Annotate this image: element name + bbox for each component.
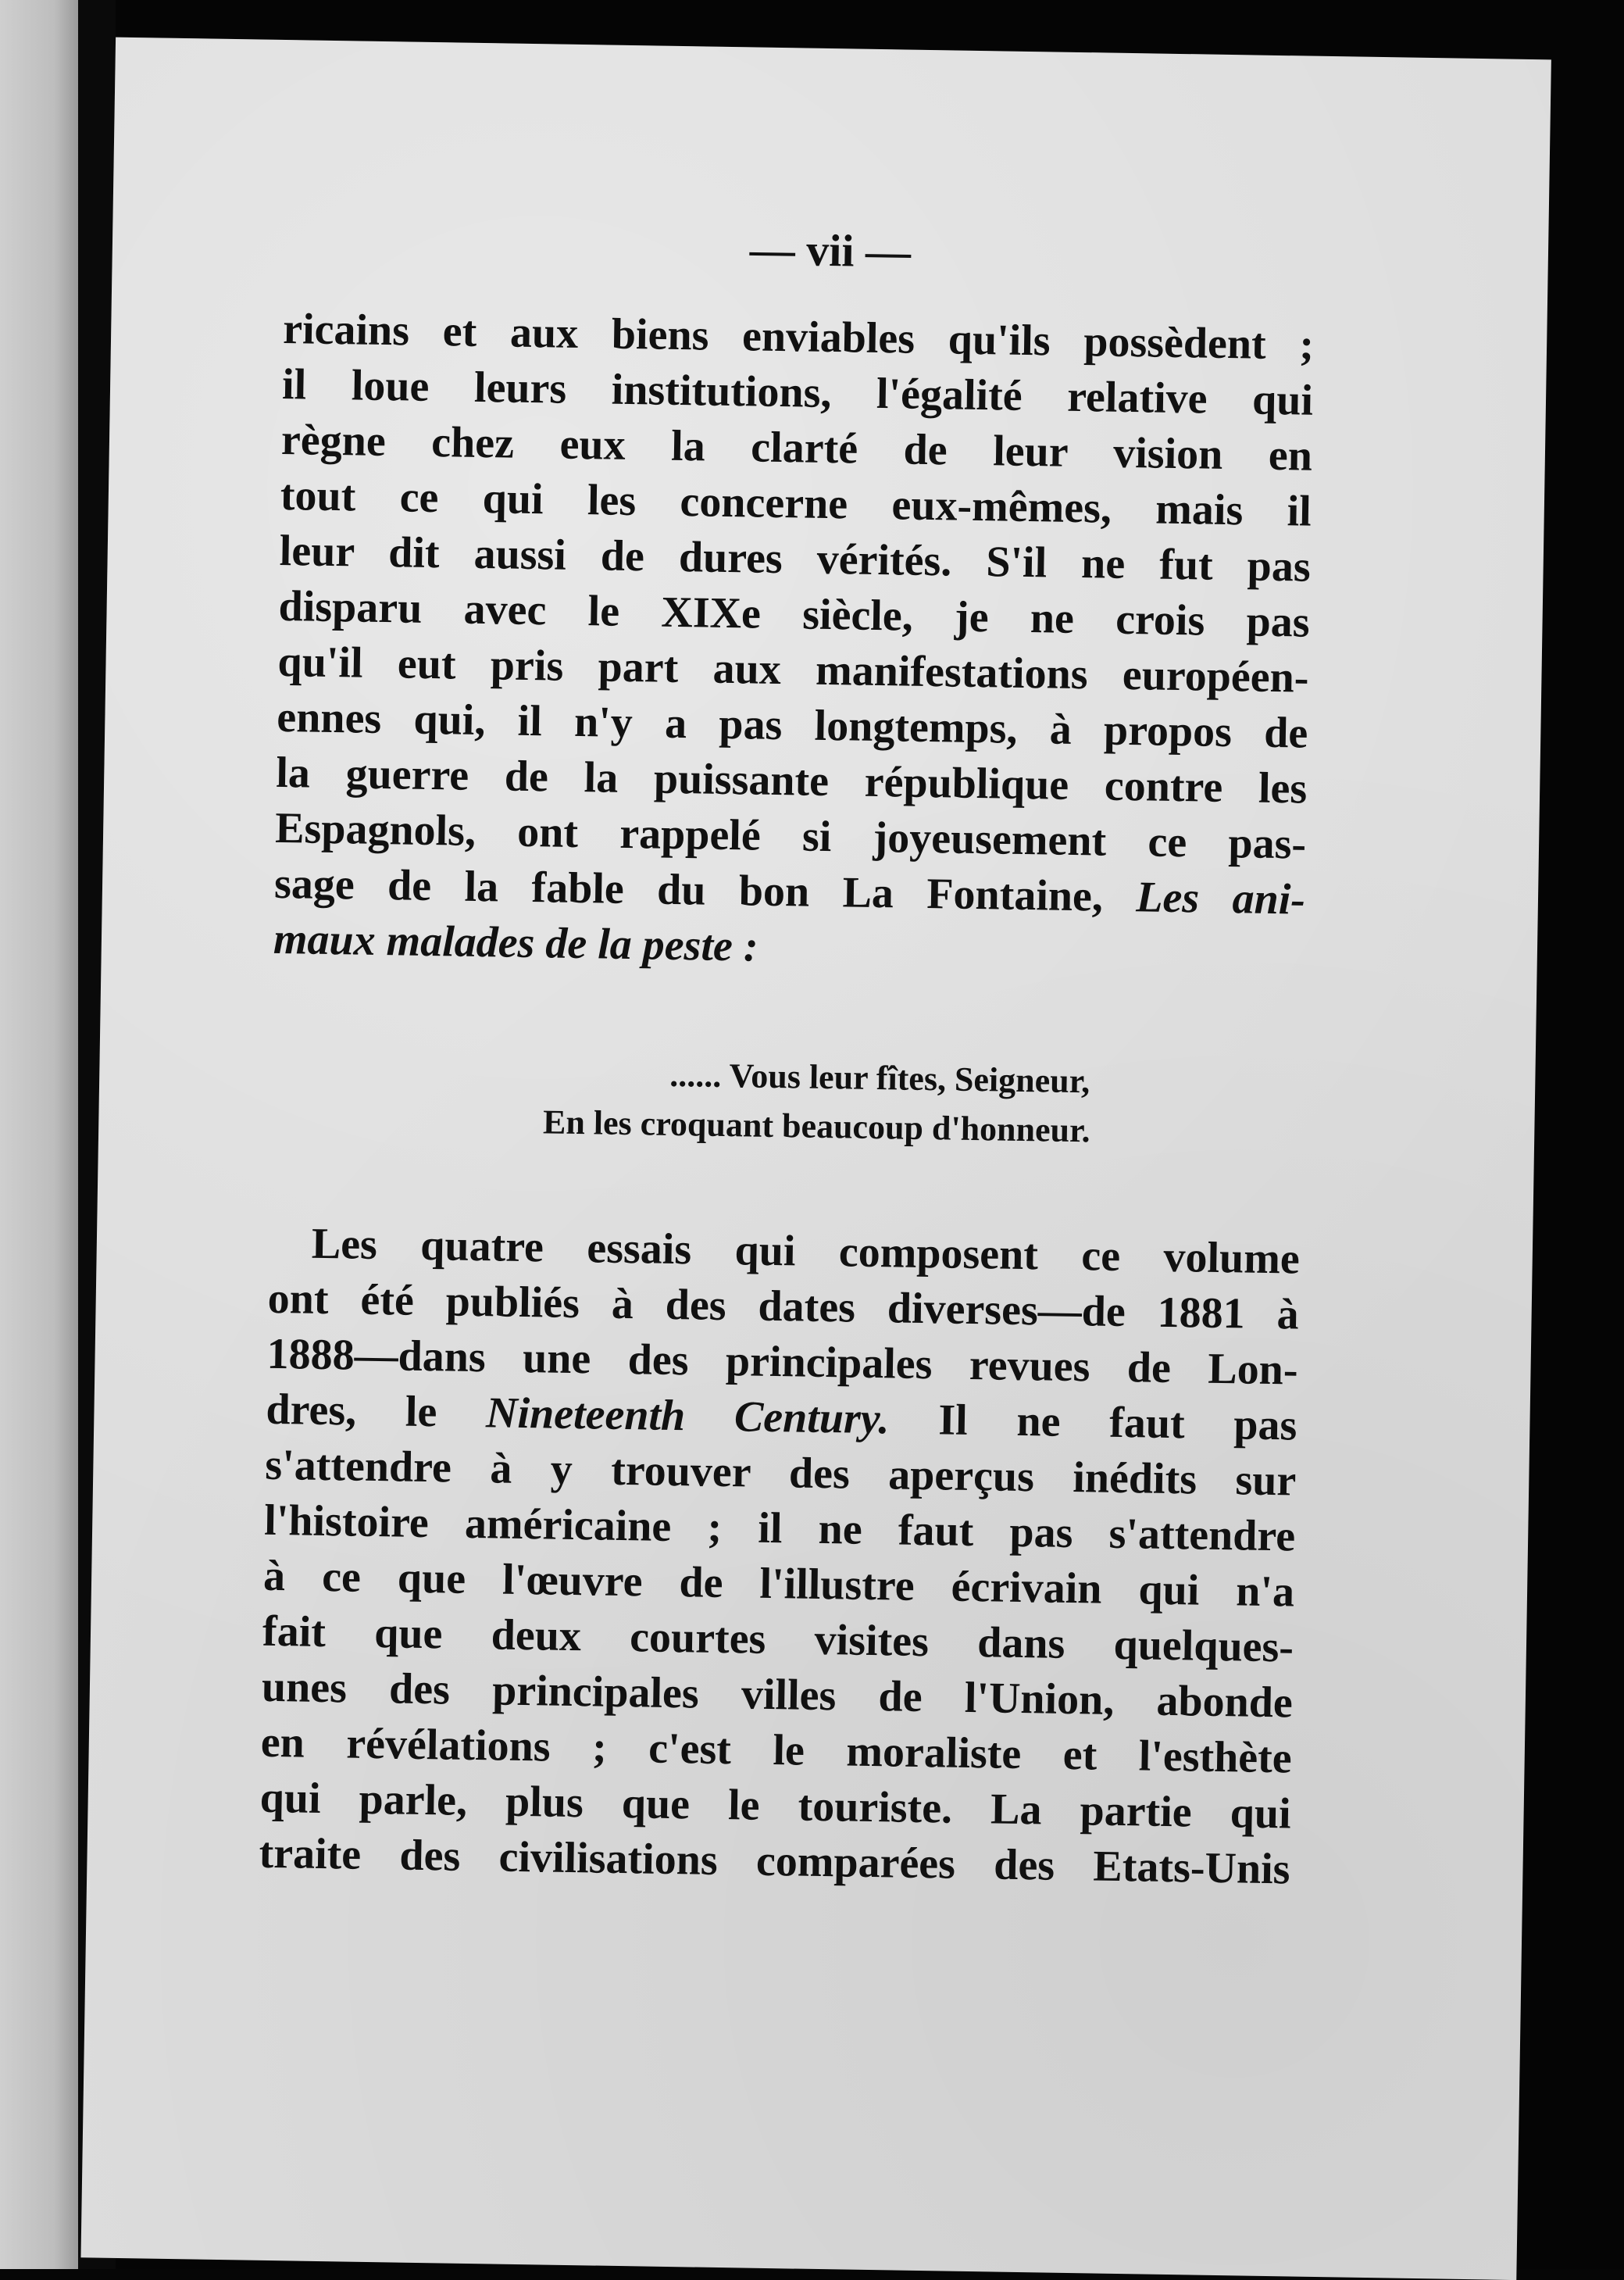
paragraph-1 xyxy=(273,302,1314,984)
verse-line: En les croquant beaucoup d'honneur. xyxy=(542,1102,1090,1150)
text-line: ont été publiés à des dates diverses—de 1881 à xyxy=(267,1274,1300,1339)
book-page xyxy=(80,38,1551,2280)
text-line: l'histoire américaine ; il ne faut pas s'attendre xyxy=(263,1496,1296,1561)
verse-line: ...... Vous leur fîtes, Seigneur, xyxy=(669,1055,1090,1101)
text-line: ennes qui, il n'y a pas longtemps, à propos de xyxy=(276,692,1308,758)
text-line: en révélations ; c'est le moraliste et l'esthète xyxy=(260,1717,1293,1783)
text-line: à ce que l'œuvre de l'illustre écrivain qui n'a xyxy=(262,1551,1295,1617)
text-line: Les quatre essais qui composent ce volume xyxy=(311,1219,1301,1284)
text-line: qui parle, plus que le touriste. La partie qui xyxy=(259,1773,1292,1839)
text-line: s'attendre à y trouver des aperçus inédits sur xyxy=(264,1440,1297,1506)
text-line: il loue leurs institutions, l'égalité relative qui xyxy=(281,359,1314,425)
text-line: traite des civilisations comparées des Etats-Unis xyxy=(259,1828,1290,1894)
text-line: leur dit aussi de dures vérités. S'il ne fut pas xyxy=(279,526,1312,591)
text-line: qu'il eut pris part aux manifestations européen- xyxy=(277,637,1309,702)
text-line-part: Il ne faut pas xyxy=(889,1395,1297,1450)
text-line: disparu avec le XIXe siècle, je ne crois pas xyxy=(278,581,1311,647)
page-number: — vii — xyxy=(749,223,912,277)
review-title: Nineteenth Century. xyxy=(485,1388,891,1444)
previous-page-edge xyxy=(0,0,78,2269)
text-line-part: sage de la fable du bon La Fontaine, xyxy=(273,859,1137,922)
text-line: unes des principales villes de l'Union, abonde xyxy=(261,1662,1294,1728)
fable-title-continued: maux malades de la peste : xyxy=(273,914,759,971)
paragraph-2 xyxy=(259,1216,1300,1898)
text-line: Espagnols, ont rappelé si joyeusement ce pas- xyxy=(274,803,1307,869)
fable-title: Les ani- xyxy=(1135,873,1306,924)
verse-quotation xyxy=(98,1041,1536,1162)
text-line: ricains et aux biens enviables qu'ils possèdent ; xyxy=(282,304,1315,370)
text-line: la guerre de la puissante république contre les xyxy=(275,748,1308,813)
text-line-part: dres, le xyxy=(266,1385,487,1438)
text-line: règne chez eux la clarté de leur vision en xyxy=(280,415,1313,481)
text-line: tout ce qui les concerne eux-mêmes, mais il xyxy=(280,470,1312,536)
text-line: fait que deux courtes visites dans quelques- xyxy=(262,1606,1294,1672)
text-line: 1888—dans une des principales revues de Lon- xyxy=(266,1329,1298,1395)
